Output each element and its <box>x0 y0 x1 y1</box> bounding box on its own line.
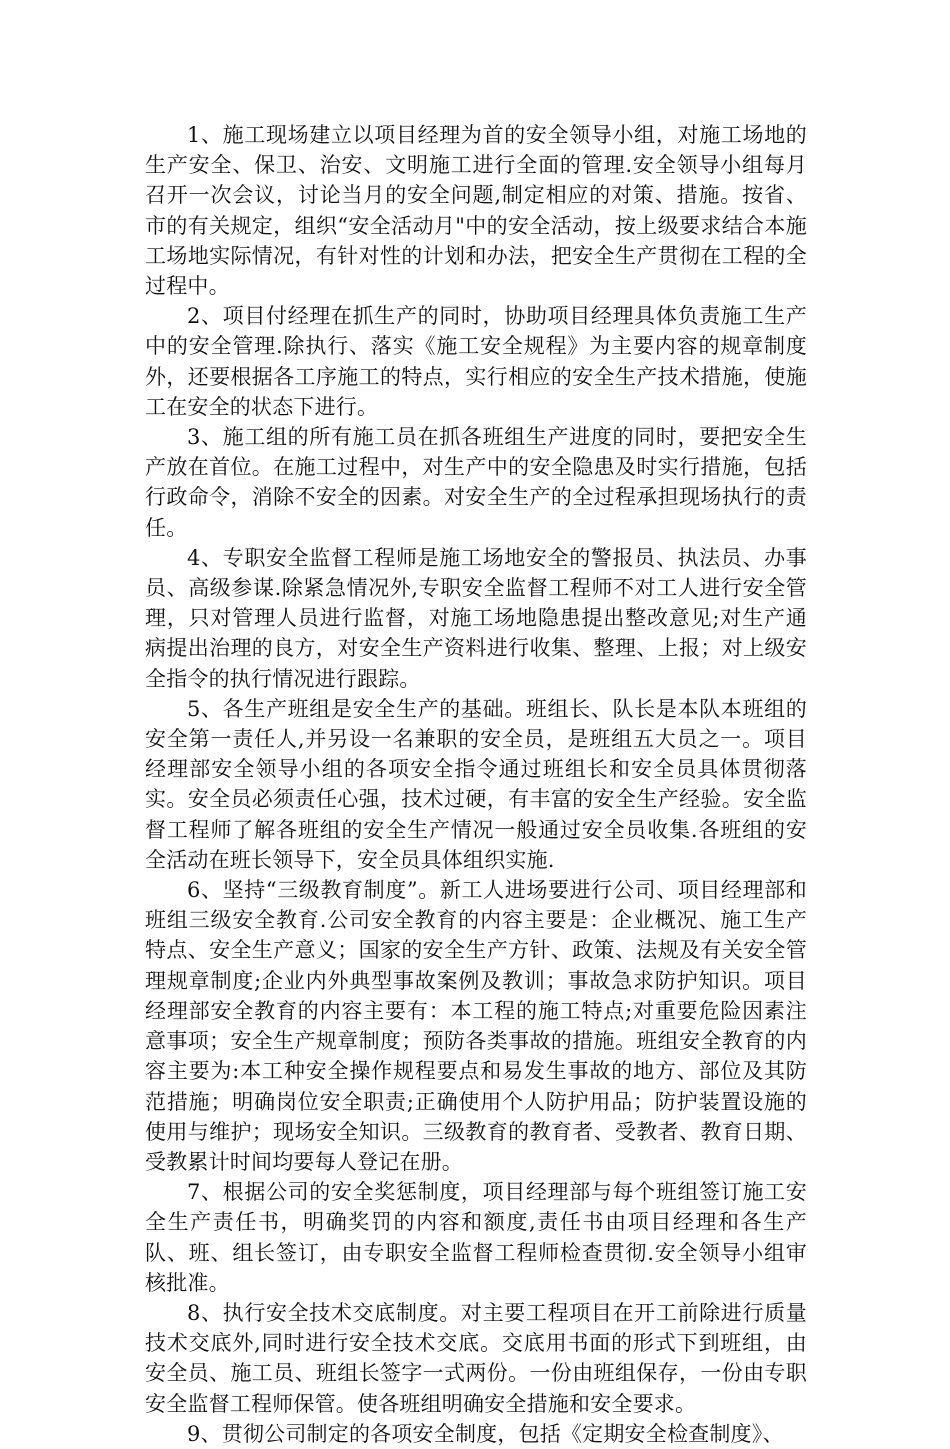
paragraph-1: 1、施工现场建立以项目经理为首的安全领导小组，对施工场地的生产安全、保卫、治安、文明施工进行全面的管理.安全领导小组每月召开一次会议，讨论当月的安全问题,制定相应的对策、措施。按省、市的有关规定，组织“安全活动月"中的安全活动，按上级要求结合本施工场地实际情况，有针对性的计划和办法，把安全生产贯彻在工程的全过程中。 <box>145 123 807 299</box>
paragraph-5: 5、各生产班组是安全生产的基础。班组长、队长是本队本班组的安全第一责任人,并另设一名兼职的安全员，是班组五大员之一。项目经理部安全领导小组的各项安全指令通过班组长和安全员具体贯彻落实。安全员必须责任心强，技术过硬，有丰富的安全生产经验。安全监督工程师了解各班组的安全生产情况一般通过安全员收集.各班组的安全活动在班长领导下，安全员具体组织实施. <box>145 696 807 872</box>
paragraph-7: 7、根据公司的安全奖惩制度，项目经理部与每个班组签订施工安全生产责任书，明确奖罚的内容和额度,责任书由项目经理和各生产队、班、组长签订，由专职安全监督工程师检查贯彻.安全领导小组审核批准。 <box>145 1180 807 1295</box>
paragraph-9: 9、贯彻公司制定的各项安全制度，包括《定期安全检查制度》、 <box>187 1421 784 1446</box>
paragraph-2: 2、项目付经理在抓生产的同时，协助项目经理具体负责施工生产中的安全管理.除执行、落实《施工安全规程》为主要内容的规章制度外，还要根据各工序施工的特点，实行相应的安全生产技术措施，使施工在安全的状态下进行。 <box>145 304 807 419</box>
paragraph-6: 6、坚持“三级教育制度”。新工人进场要进行公司、项目经理部和班组三级安全教育.公司安全教育的内容主要是：企业概况、施工生产特点、安全生产意义；国家的安全生产方针、政策、法规及有关安全管理规章制度;企业内外典型事故案例及教训；事故急求防护知识。项目经理部安全教育的内容主要有：本工程的施工特点;对重要危险因素注意事项；安全生产规章制度；预防各类事故的措施。班组安全教育的内容主要为:本工种安全操作规程要点和易发生事故的地方、部位及其防范措施；明确岗位安全职责;正确使用个人防护用品；防护装置设施的使用与维护；现场安全知识。三级教育的教育者、受教者、教育日期、受教累计时间均要每人登记在册。 <box>145 878 807 1174</box>
document-body <box>145 120 807 1449</box>
paragraph-8: 8、执行安全技术交底制度。对主要工程项目在开工前除进行质量技术交底外,同时进行安全技术交底。交底用书面的形式下到班组，由安全员、施工员、班组长签字一式两份。一份由班组保存，一份由专职安全监督工程师保管。使各班组明确安全措施和安全要求。 <box>145 1300 807 1416</box>
paragraph-4: 4、专职安全监督工程师是施工场地安全的警报员、执法员、办事员、高级参谋.除紧急情况外,专职安全监督工程师不对工人进行安全管理，只对管理人员进行监督，对施工场地隐患提出整改意见;对生产通病提出治理的良方，对安全生产资料进行收集、整理、上报；对上级安全指令的执行情况进行跟踪。 <box>145 545 807 691</box>
paragraph-3: 3、施工组的所有施工员在抓各班组生产进度的同时，要把安全生产放在首位。在施工过程中，对生产中的安全隐患及时实行措施，包括行政命令，消除不安全的因素。对安全生产的全过程承担现场执行的责任。 <box>145 425 807 540</box>
